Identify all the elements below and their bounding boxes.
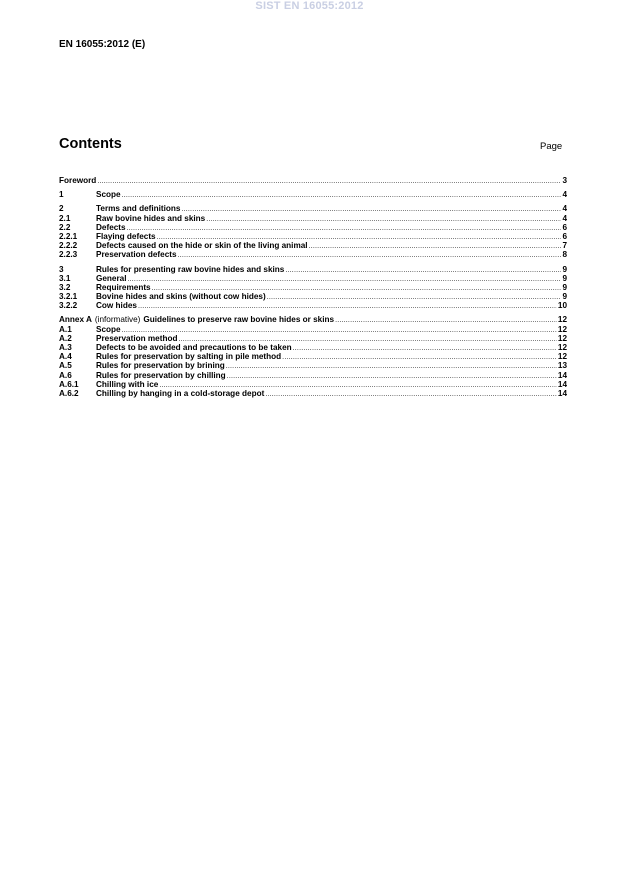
toc-entry-number: 2.2.3 (59, 250, 78, 260)
dot-leader (97, 177, 561, 185)
toc-group-2 (59, 204, 567, 259)
toc-entry-number: 3 (59, 264, 64, 274)
dot-leader (157, 233, 562, 241)
dot-leader (282, 353, 557, 361)
toc-entry[interactable] (59, 223, 567, 232)
toc-entry[interactable] (59, 334, 567, 343)
toc-entry-title: Foreword (59, 176, 97, 185)
toc-entry-number: 2.2.1 (59, 231, 78, 241)
toc-entry-number: A.1 (59, 324, 72, 334)
toc-entry-number: 3.2.2 (59, 301, 78, 311)
toc-entry-title: General (96, 273, 127, 283)
toc-entry-title: Chilling with ice (96, 379, 159, 389)
toc-entry-title: Preservation defects (96, 250, 177, 260)
table-of-contents (59, 176, 567, 403)
dot-leader (127, 224, 562, 232)
annex-prefix: Annex A (59, 315, 92, 325)
page-column-label: Page (540, 141, 563, 152)
dot-leader (227, 372, 557, 380)
toc-entry[interactable] (59, 292, 567, 301)
dot-leader (335, 316, 557, 324)
toc-entry[interactable] (59, 389, 567, 398)
toc-entry-number: 2.1 (59, 213, 71, 223)
toc-entry[interactable] (59, 343, 567, 352)
toc-entry-title: Preservation method (96, 333, 178, 343)
toc-entry-number: 3.2 (59, 282, 71, 292)
toc-entry-page: 14 (557, 388, 567, 398)
toc-entry-page: 3 (562, 176, 567, 185)
toc-entry-title: Rules for preservation by brining (96, 361, 225, 371)
toc-entry-page: 9 (562, 273, 567, 283)
toc-entry-annex[interactable] (59, 315, 567, 324)
toc-entry[interactable] (59, 265, 567, 274)
toc-entry-number: 3.2.1 (59, 292, 78, 302)
toc-entry-page: 12 (557, 343, 567, 352)
toc-entry[interactable] (59, 176, 567, 185)
toc-entry-title: Terms and definitions (96, 204, 181, 214)
dot-leader (309, 242, 562, 250)
toc-entry[interactable] (59, 325, 567, 334)
toc-entry[interactable] (59, 283, 567, 292)
dot-leader (293, 344, 557, 352)
toc-entry-page: 12 (557, 352, 567, 362)
toc-entry-title: Cow hides (96, 301, 137, 311)
toc-entry-title: Requirements (96, 282, 151, 292)
dot-leader (152, 284, 562, 292)
toc-entry-page: 8 (562, 250, 567, 260)
toc-entry-title: Defects caused on the hide or skin of the living animal (96, 241, 308, 251)
toc-entry-number: 2.2 (59, 222, 71, 232)
toc-entry-page: 10 (557, 301, 567, 311)
toc-entry[interactable] (59, 380, 567, 389)
toc-entry-title: Flaying defects (96, 231, 156, 241)
toc-group-annex-a (59, 315, 567, 398)
toc-entry-page: 4 (562, 190, 567, 200)
toc-entry[interactable] (59, 204, 567, 213)
toc-entry-title: Defects (96, 222, 126, 232)
dot-leader (138, 302, 557, 310)
toc-entry[interactable] (59, 250, 567, 259)
dot-leader (178, 251, 562, 259)
toc-entry-number: A.5 (59, 361, 72, 371)
toc-group-3 (59, 265, 567, 311)
toc-entry-page: 12 (557, 324, 567, 334)
toc-entry-title: Scope (96, 190, 121, 200)
annex-kind: (informative) (94, 315, 141, 325)
contents-title: Contents (59, 136, 122, 152)
toc-entry-title: Bovine hides and skins (without cow hides) (96, 292, 266, 302)
toc-entry-number: A.6.1 (59, 379, 79, 389)
toc-entry-page: 14 (557, 370, 567, 380)
toc-entry-title: Raw bovine hides and skins (96, 213, 206, 223)
toc-entry-title: Defects to be avoided and precautions to be taken (96, 343, 292, 352)
dot-leader (267, 293, 562, 301)
toc-entry-page: 6 (562, 231, 567, 241)
toc-entry-number: A.6 (59, 370, 72, 380)
toc-entry[interactable] (59, 232, 567, 241)
toc-entry-number: 2 (59, 204, 64, 214)
watermark: SIST EN 16055:2012 (255, 0, 364, 12)
toc-entry-page: 12 (557, 333, 567, 343)
toc-entry-title: Rules for preservation by chilling (96, 370, 226, 380)
dot-leader (178, 335, 556, 343)
dot-leader (122, 191, 562, 199)
toc-entry-page: 9 (562, 264, 567, 274)
toc-entry-page: 12 (557, 315, 567, 325)
toc-entry-title: Scope (96, 324, 121, 334)
toc-entry-page: 14 (557, 379, 567, 389)
toc-group-1 (59, 190, 567, 199)
toc-entry-page: 6 (562, 222, 567, 232)
annex-title: Guidelines to preserve raw bovine hides or skins (143, 315, 335, 325)
toc-entry-number: A.6.2 (59, 388, 79, 398)
toc-entry[interactable] (59, 371, 567, 380)
dot-leader (122, 326, 557, 334)
dot-leader (226, 362, 557, 370)
toc-group-foreword (59, 176, 567, 185)
toc-entry[interactable] (59, 241, 567, 250)
toc-entry-page: 13 (557, 361, 567, 371)
dot-leader (206, 215, 561, 223)
toc-entry-page: 7 (562, 241, 567, 251)
toc-entry-number: A.4 (59, 352, 72, 362)
toc-entry-number: A.2 (59, 333, 72, 343)
toc-entry-title: Chilling by hanging in a cold-storage depot (96, 388, 265, 398)
toc-entry-number: 3.1 (59, 273, 71, 283)
toc-entry-number: 2.2.2 (59, 241, 78, 251)
toc-entry[interactable] (59, 352, 567, 361)
toc-entry-title: Rules for presenting raw bovine hides and skins (96, 264, 285, 274)
dot-leader (128, 275, 562, 283)
toc-entry-title: Rules for preservation by salting in pile method (96, 352, 282, 362)
dot-leader (159, 381, 557, 389)
toc-entry-number: 1 (59, 190, 64, 200)
toc-entry[interactable] (59, 190, 567, 199)
toc-entry-page: 4 (562, 204, 567, 214)
toc-entry-number: A.3 (59, 343, 72, 352)
dot-leader (285, 266, 561, 274)
toc-entry-page: 9 (562, 282, 567, 292)
dot-leader (265, 390, 557, 398)
toc-entry-page: 4 (562, 213, 567, 223)
document-id: EN 16055:2012 (E) (59, 39, 146, 50)
toc-entry-page: 9 (562, 292, 567, 302)
toc-entry[interactable] (59, 301, 567, 310)
toc-entry[interactable] (59, 274, 567, 283)
dot-leader (181, 205, 561, 213)
toc-entry[interactable] (59, 214, 567, 223)
toc-entry[interactable] (59, 361, 567, 370)
